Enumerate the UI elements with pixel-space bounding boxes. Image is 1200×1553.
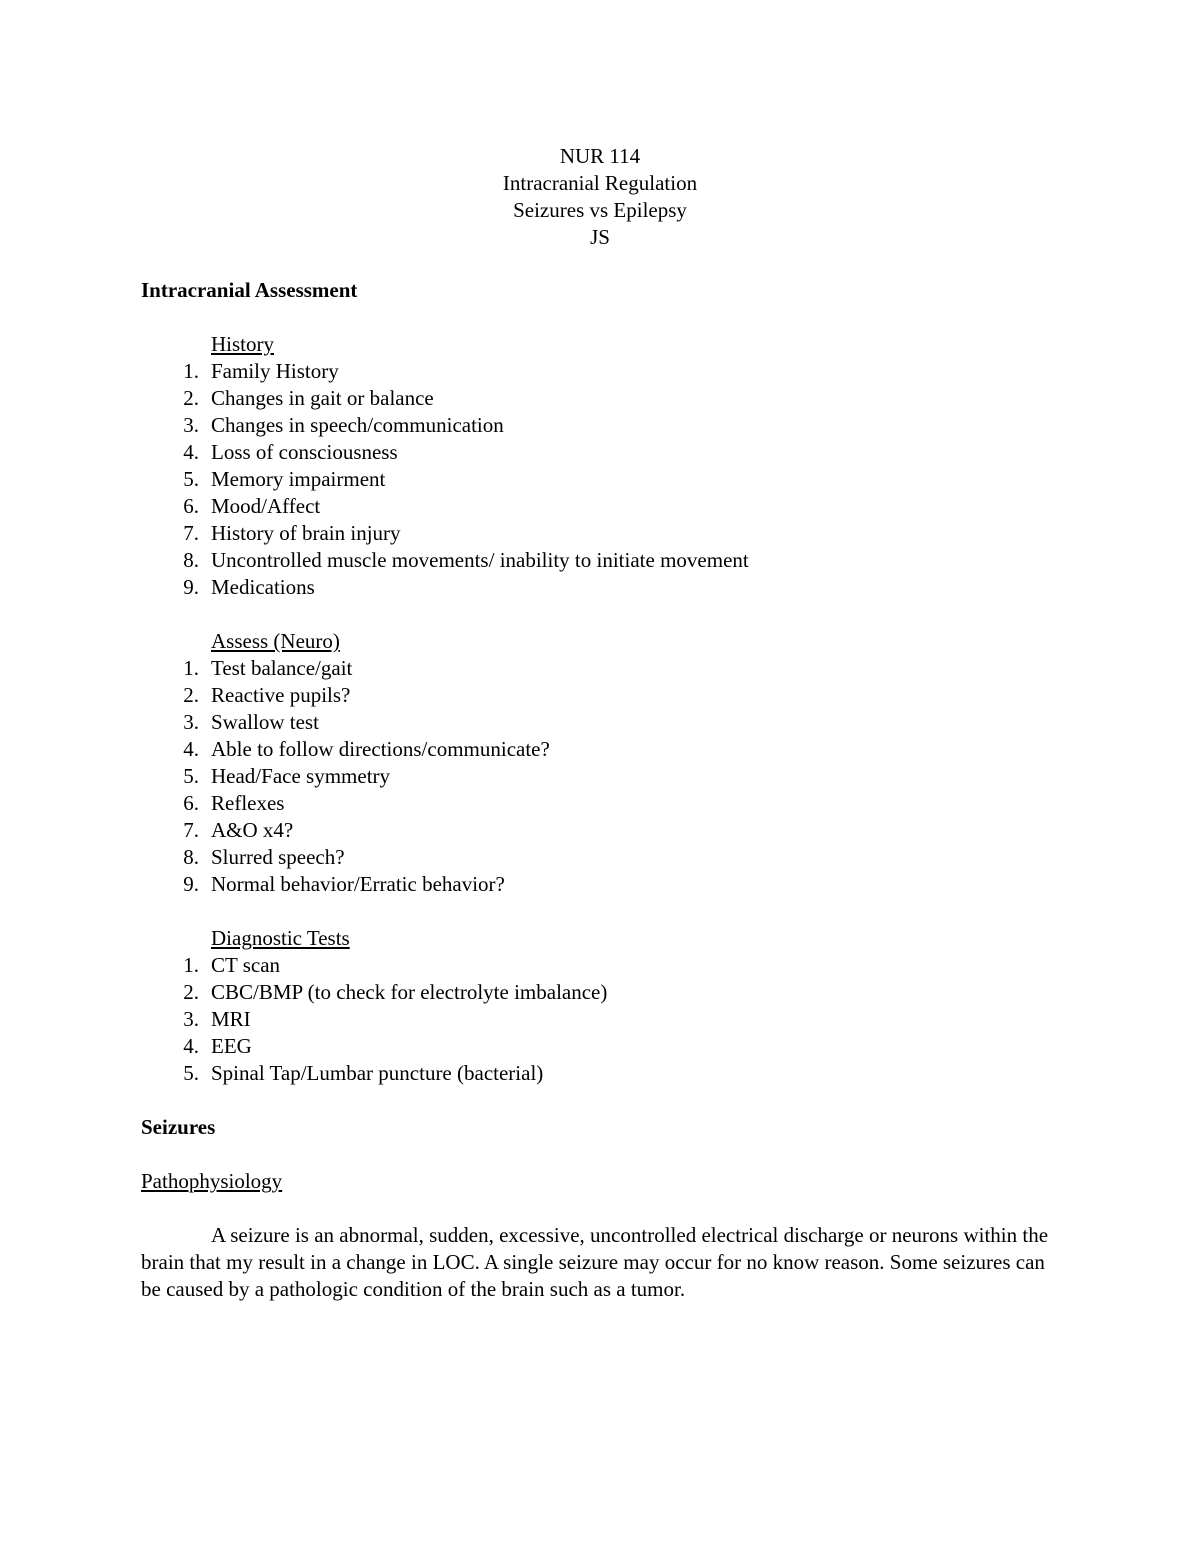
author-initials: JS — [590, 225, 610, 249]
list-item: 9. Medications — [183, 575, 315, 599]
list-item: 5. Head/Face symmetry — [183, 764, 391, 788]
document-body — [141, 277, 1061, 1303]
list-item: 2. Reactive pupils? — [183, 683, 351, 707]
pathophysiology-heading: Pathophysiology — [141, 1169, 283, 1193]
diagnostic-heading: Diagnostic Tests — [211, 926, 350, 950]
document-header — [0, 143, 1200, 251]
list-item: 3. MRI — [183, 1007, 251, 1031]
list-item: 5. Memory impairment — [183, 467, 386, 491]
list-item: 6. Reflexes — [183, 791, 285, 815]
assessment-heading: Intracranial Assessment — [141, 278, 358, 302]
list-item: 9. Normal behavior/Erratic behavior? — [183, 872, 505, 896]
diagnostic-list — [141, 952, 1061, 1087]
list-item: 8. Uncontrolled muscle movements/ inability to initiate movement — [183, 548, 749, 572]
neuro-list — [141, 655, 1061, 898]
list-item: 1. Test balance/gait — [183, 656, 353, 680]
list-item: 7. History of brain injury — [183, 521, 401, 545]
course-code: NUR 114 — [559, 144, 641, 168]
subtopic-title: Seizures vs Epilepsy — [513, 198, 687, 222]
list-item: 4. Loss of consciousness — [183, 440, 398, 464]
pathophysiology-paragraph: A seizure is an abnormal, sudden, excessive, uncontrolled electrical discharge or neurons within the brain that my result in a change in LOC. A single seizure may occur for no know reason. Some seizures can be caused by a pathologic condition of the brain such as a tumor. — [141, 1223, 1049, 1301]
seizures-heading: Seizures — [141, 1115, 216, 1139]
list-item: 7. A&O x4? — [183, 818, 294, 842]
history-list — [141, 358, 1061, 601]
list-item: 3. Swallow test — [183, 710, 319, 734]
list-item: 1. Family History — [183, 359, 339, 383]
list-item: 8. Slurred speech? — [183, 845, 345, 869]
topic-title: Intracranial Regulation — [502, 171, 698, 195]
history-heading: History — [211, 332, 274, 356]
list-item: 6. Mood/Affect — [183, 494, 321, 518]
list-item: 3. Changes in speech/communication — [183, 413, 504, 437]
list-item: 2. Changes in gait or balance — [183, 386, 434, 410]
list-item: 5. Spinal Tap/Lumbar puncture (bacterial) — [183, 1061, 544, 1085]
list-item: 4. Able to follow directions/communicate? — [183, 737, 550, 761]
list-item: 1. CT scan — [183, 953, 281, 977]
list-item: 2. CBC/BMP (to check for electrolyte imbalance) — [183, 980, 608, 1004]
neuro-heading: Assess (Neuro) — [211, 629, 340, 653]
list-item: 4. EEG — [183, 1034, 252, 1058]
